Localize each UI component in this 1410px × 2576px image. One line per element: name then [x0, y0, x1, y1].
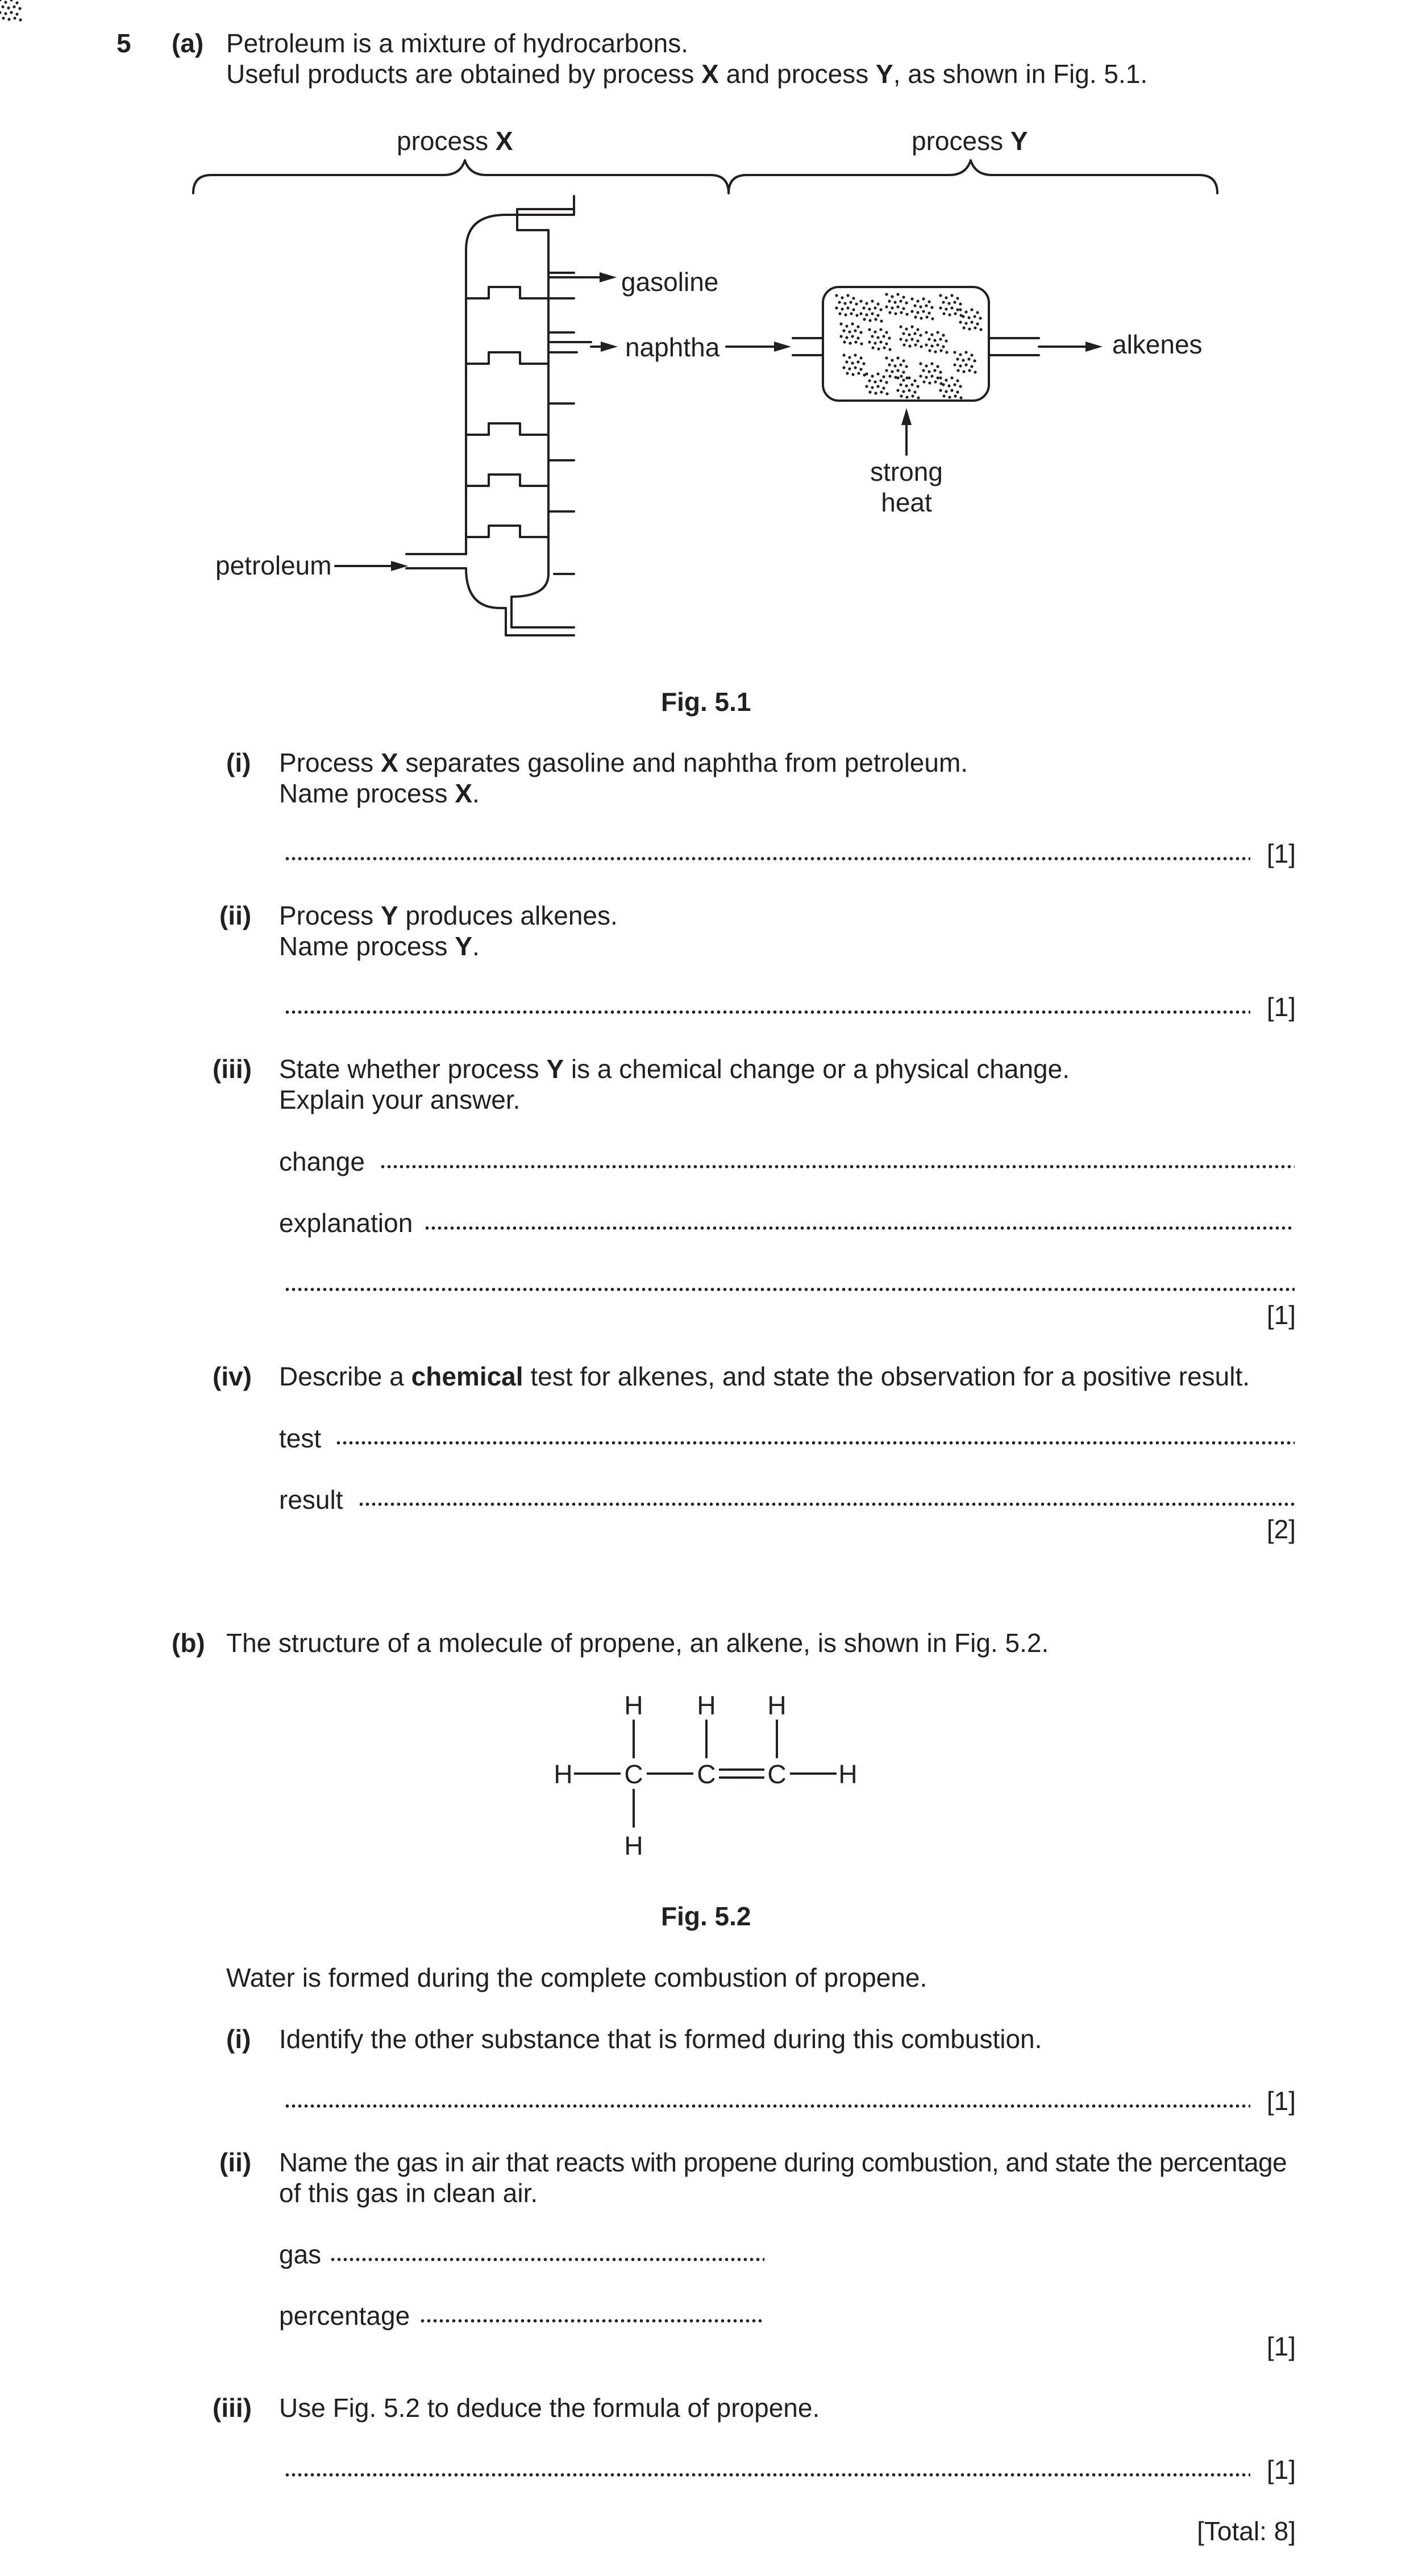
b-ii-percentage-answer-line[interactable]: [419, 2319, 764, 2323]
a-ii-label: (ii): [219, 901, 252, 930]
a-i-mark: [1]: [1266, 839, 1296, 868]
part-b-intro: The structure of a molecule of propene, an alkene, is shown in Fig. 5.2.: [226, 1628, 1049, 1658]
b-iii-answer-line[interactable]: [284, 2473, 1250, 2477]
total-marks: [Total: 8]: [1197, 2516, 1296, 2546]
atom-h-top-1: H: [624, 1691, 643, 1720]
fig-5-2-caption: Fig. 5.2: [661, 1901, 751, 1931]
a-iii-explanation-label: explanation: [279, 1208, 413, 1238]
a-iv-line1: Describe a chemical test for alkenes, and state the observation for a positive result.: [279, 1362, 1250, 1391]
part-a-intro-line1: Petroleum is a mixture of hydrocarbons.: [226, 28, 689, 58]
b-ii-label: (ii): [219, 2148, 252, 2177]
a-ii-mark: [1]: [1266, 992, 1296, 1022]
a-i-label: (i): [226, 748, 251, 777]
a-i-line1: Process X separates gasoline and naphtha from petroleum.: [279, 748, 968, 777]
atom-h-right: H: [838, 1759, 858, 1789]
b-ii-line1: Name the gas in air that reacts with propene during combustion, and state the percentage: [279, 2148, 1287, 2177]
part-a-intro-line2: Useful products are obtained by process X and process Y, as shown in Fig. 5.1.: [226, 59, 1148, 89]
b-ii-gas-answer-line[interactable]: [330, 2258, 764, 2261]
process-x-label: process X: [397, 126, 513, 156]
process-y-label: process Y: [912, 126, 1028, 156]
b-i-label: (i): [226, 2024, 251, 2054]
a-iii-line1: State whether process Y is a chemical change or a physical change.: [279, 1054, 1070, 1084]
b-iii-text: Use Fig. 5.2 to deduce the formula of propene.: [279, 2393, 820, 2423]
naphtha-label: naphtha: [625, 332, 720, 362]
heat-label: heat: [881, 488, 932, 517]
atom-c-1: C: [624, 1759, 643, 1789]
a-iv-test-label: test: [279, 1424, 322, 1453]
atom-c-3: C: [767, 1759, 787, 1789]
b-i-answer-line[interactable]: [284, 2104, 1250, 2108]
atom-h-top-3: H: [767, 1691, 787, 1720]
alkenes-label: alkenes: [1112, 330, 1203, 359]
b-ii-line2: of this gas in clean air.: [279, 2178, 538, 2208]
atom-c-2: C: [697, 1759, 716, 1789]
atom-h-bottom: H: [624, 1831, 643, 1861]
b-ii-percentage-label: percentage: [279, 2301, 410, 2331]
petroleum-label: petroleum: [215, 551, 332, 580]
a-iii-line2: Explain your answer.: [279, 1085, 521, 1114]
b-ii-mark: [1]: [1266, 2332, 1296, 2361]
b-i-text: Identify the other substance that is formed during this combustion.: [279, 2024, 1042, 2054]
a-iii-change-label: change: [279, 1147, 365, 1176]
part-a-label: (a): [172, 28, 204, 58]
fig-5-1-caption: Fig. 5.1: [661, 687, 751, 717]
a-iv-result-label: result: [279, 1485, 343, 1514]
a-iii-label: (iii): [213, 1054, 252, 1084]
atom-h-top-2: H: [697, 1691, 716, 1720]
a-ii-line2: Name process Y.: [279, 931, 480, 961]
a-iv-label: (iv): [213, 1362, 252, 1391]
strong-label: strong: [870, 457, 943, 486]
b-i-mark: [1]: [1266, 2086, 1296, 2116]
b-iii-label: (iii): [213, 2393, 252, 2423]
atom-h-left: H: [554, 1759, 573, 1789]
question-number: 5: [117, 28, 131, 58]
a-i-line2: Name process X.: [279, 779, 480, 808]
b-iii-mark: [1]: [1266, 2455, 1296, 2485]
b-ii-gas-label: gas: [279, 2240, 322, 2269]
part-b-statement: Water is formed during the complete combustion of propene.: [226, 1963, 927, 1992]
a-ii-line1: Process Y produces alkenes.: [279, 901, 618, 930]
part-b-label: (b): [172, 1628, 205, 1658]
gasoline-label: gasoline: [621, 267, 719, 297]
a-iii-mark: [1]: [1266, 1300, 1296, 1330]
a-iv-mark: [2]: [1266, 1514, 1296, 1544]
